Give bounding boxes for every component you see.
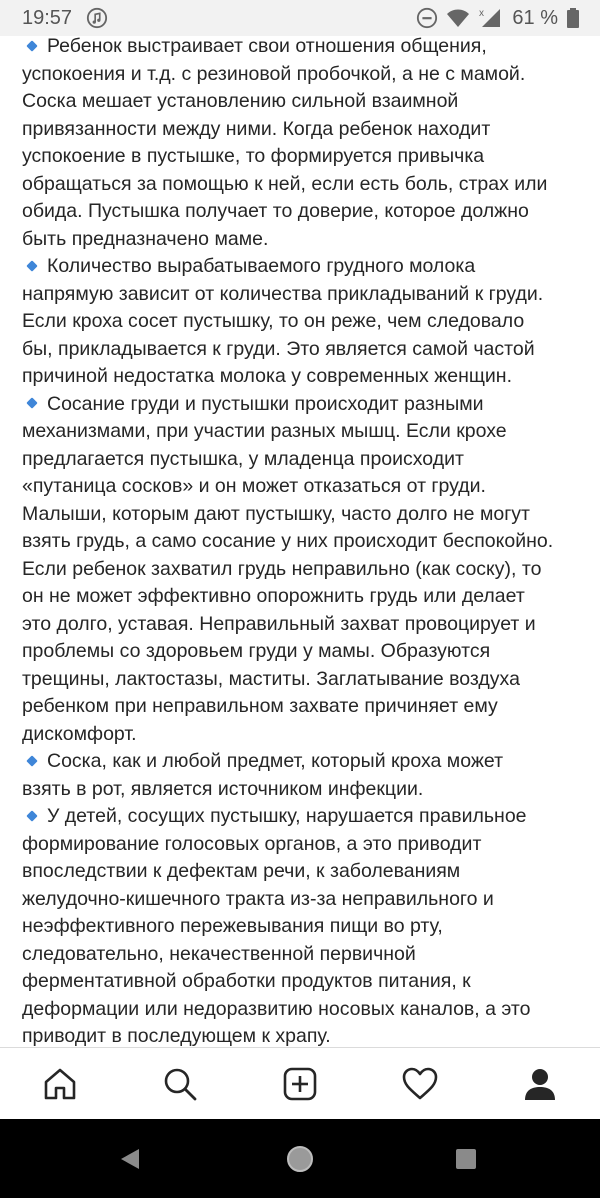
article-content <box>22 33 587 1051</box>
add-post-icon <box>282 1066 318 1102</box>
diamond-bullet-icon <box>26 810 37 821</box>
add-post-button[interactable] <box>270 1054 330 1114</box>
status-bar <box>0 0 600 36</box>
home-button[interactable] <box>30 1054 90 1114</box>
android-back-button[interactable] <box>115 1145 145 1173</box>
diamond-bullet-icon <box>26 40 37 51</box>
android-recents-button[interactable] <box>452 1145 480 1173</box>
article-paragraph: Соска, как и любой предмет, который кроха может взять в рот, является источником инфекции. <box>22 750 504 800</box>
battery-percent: 61 % <box>512 6 558 29</box>
search-button[interactable] <box>150 1054 210 1114</box>
home-circle-icon <box>285 1144 315 1174</box>
bottom-nav <box>0 1047 600 1120</box>
article-paragraph: Количество вырабатываемого грудного молока напрямую зависит от количества прикладываний к груди. Если кроха сосет пустышку, то он реже, чем следовало бы, прикладывается к груди. Это является самой частой причиной недостатка молока у современных женщин. <box>22 255 544 387</box>
heart-icon <box>401 1066 439 1102</box>
article-paragraph: У детей, сосущих пустышку, нарушается правильное формирование голосовых органов, а это приводит впоследствии к дефектам речи, к заболеваниям желудочно-кишечного тракта из-за неправильного и неэффективного пережевывания пищи во рту, следовательно, некачественной первичной ферментативной обработки продуктов питания, к деформации или недоразвитию носовых каналов, а это приводит в последующем к храпу. <box>22 805 531 1047</box>
diamond-bullet-icon <box>26 755 37 766</box>
svg-text:x: x <box>479 8 485 19</box>
search-icon <box>162 1066 198 1102</box>
wifi-icon <box>446 7 470 29</box>
android-nav-bar <box>0 1119 600 1198</box>
profile-icon <box>522 1066 558 1102</box>
recents-icon <box>455 1148 477 1170</box>
battery-icon <box>566 7 580 29</box>
music-note-icon <box>86 7 108 29</box>
do-not-disturb-icon <box>416 7 438 29</box>
profile-button[interactable] <box>510 1054 570 1114</box>
diamond-bullet-icon <box>26 398 37 409</box>
home-icon <box>42 1066 78 1102</box>
diamond-bullet-icon <box>26 260 37 271</box>
signal-icon <box>478 7 502 29</box>
activity-button[interactable] <box>390 1054 450 1114</box>
status-time: 19:57 <box>22 6 73 29</box>
android-home-button[interactable] <box>284 1143 316 1175</box>
back-icon <box>118 1147 142 1171</box>
article-paragraph: Ребенок выстраивает свои отношения общения, успокоения и т.д. с резиновой пробочкой, а не с мамой. Соска мешает установлению сильной взаимной привязанности между ними. Когда ребенок находит успокоение в пустышке, то формируется привычка обращаться за помощью к ней, если есть боль, страх или обида. Пустышка получает то доверие, которое должно быть предназначено маме. <box>22 35 548 250</box>
article-paragraph: Сосание груди и пустышки происходит разными механизмами, при участии разных мышц. Если крохе предлагается пустышка, у младенца происходит «путаница сосков» и он может отказаться от груди. Малыши, которым дают пустышку, часто долго не могут взять грудь, а само сосание у них происходит беспокойно. Если ребенок захватил грудь неправильно (как соску), то он не может эффективно опорожнить грудь или делает это долго, уставая. Неправильный захват провоцирует и проблемы со здоровьем груди у мамы. Образуются трещины, лактостазы, маститы. Заглатывание воздуха ребенком при неправильном захвате причиняет ему дискомфорт. <box>22 392 554 745</box>
